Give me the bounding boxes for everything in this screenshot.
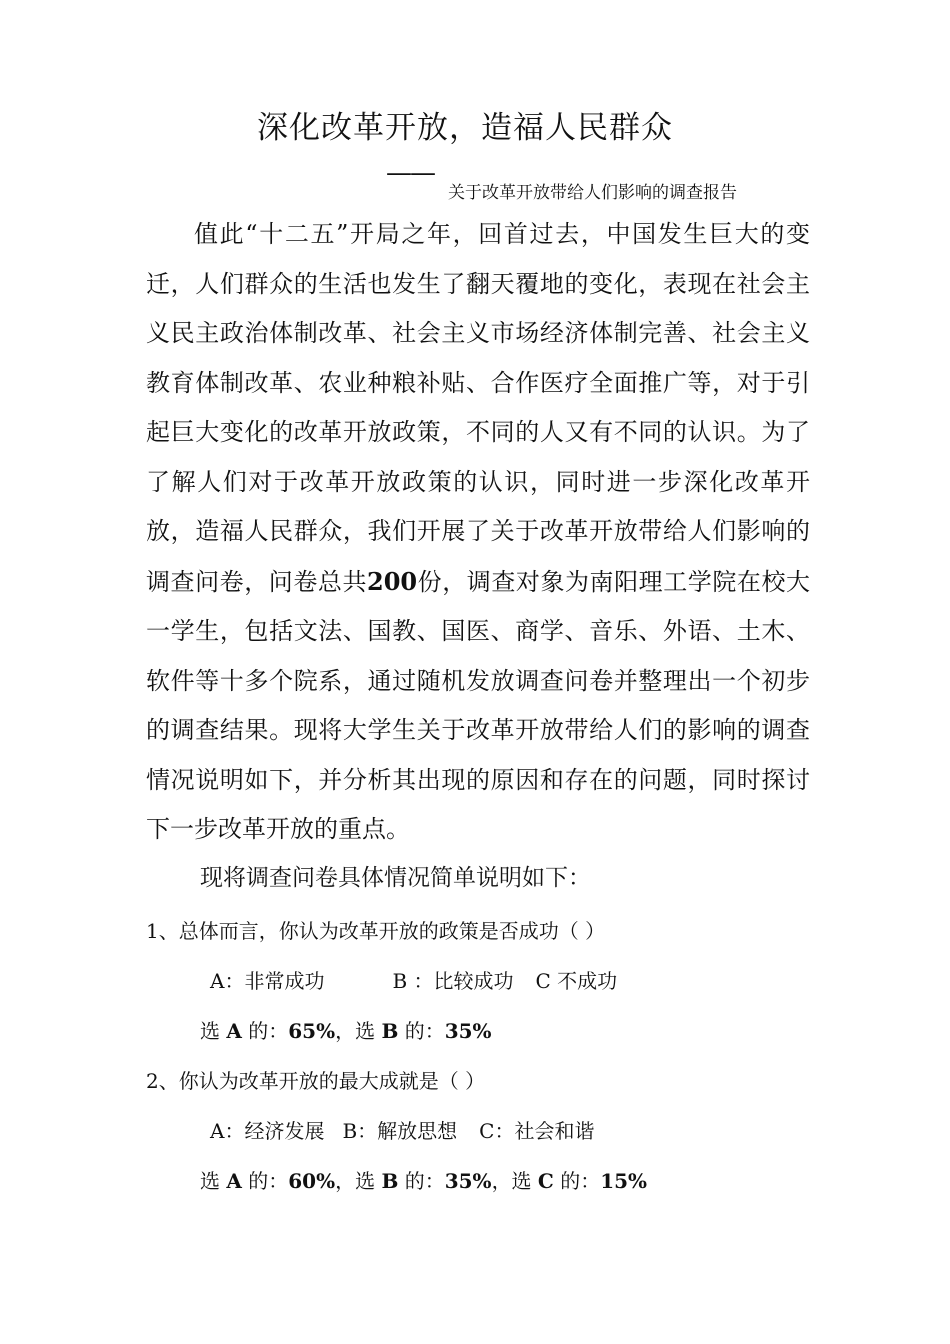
result-letter: B bbox=[381, 1019, 399, 1043]
option-a: A：经济发展 bbox=[210, 1119, 325, 1143]
document-title: 深化改革开放，造福人民群众 bbox=[257, 110, 673, 146]
question-1: 1、总体而言，你认为改革开放的政策是否成功（ ） bbox=[146, 919, 606, 943]
result-prefix: ，选 bbox=[335, 1169, 382, 1193]
result-value: 15% bbox=[600, 1169, 648, 1193]
result-letter: A bbox=[226, 1019, 242, 1043]
option-c: C：社会和谐 bbox=[479, 1119, 595, 1143]
result-prefix: 选 bbox=[200, 1019, 227, 1043]
paragraph-count: 200 bbox=[367, 566, 418, 596]
result-value: 60% bbox=[288, 1169, 336, 1193]
result-value: 35% bbox=[444, 1169, 492, 1193]
result-value: 35% bbox=[444, 1019, 492, 1043]
result-value: 65% bbox=[288, 1019, 336, 1043]
result-mid: 的： bbox=[398, 1169, 445, 1193]
result-prefix: ，选 bbox=[491, 1169, 538, 1193]
body-paragraph bbox=[146, 210, 810, 855]
option-a: A：非常成功 bbox=[210, 969, 325, 993]
option-c: C 不成功 bbox=[535, 969, 618, 993]
question-1-results bbox=[200, 1013, 492, 1049]
paragraph-text-before: 值此“十二五”开局之年，回首过去，中国发生巨大的变迁，人们群众的生活也发生了翻天覆地的变化，表现在社会主义民主政治体制改革、社会主义市场经济体制完善、社会主义教育体制改革、农业种粮补贴、合作医疗全面推广等，对于引起巨大变化的改革开放政策，不同的人又有不同的认识。为了了解人们对于改革开放政策的认识，同时进一步深化改革开放，造福人民群众，我们开展了关于改革开放带给人们影响的调查问卷，问卷总共 bbox=[146, 220, 810, 596]
subtitle-dash: —— bbox=[386, 158, 434, 188]
result-mid: 的： bbox=[553, 1169, 601, 1193]
result-prefix: 选 bbox=[200, 1169, 227, 1193]
question-2-options bbox=[210, 1113, 594, 1149]
question-1-options bbox=[210, 963, 617, 999]
result-prefix: ，选 bbox=[335, 1019, 382, 1043]
document-subtitle: 关于改革开放带给人们影响的调查报告 bbox=[448, 183, 737, 203]
option-b: B：解放思想 bbox=[342, 1119, 458, 1143]
question-2-results bbox=[200, 1163, 647, 1199]
result-letter: C bbox=[537, 1169, 554, 1193]
result-letter: B bbox=[381, 1169, 399, 1193]
paragraph-text-after: 份，调查对象为南阳理工学院在校大一学生，包括文法、国教、国医、商学、音乐、外语、土木、软件等十多个院系，通过随机发放调查问卷并整理出一个初步的调查结果。现将大学生关于改革开放带给人们的影响的调查情况说明如下，并分析其出现的原因和存在的问题，同时探讨下一步改革开放的重点。 bbox=[146, 567, 810, 843]
result-letter: A bbox=[226, 1169, 242, 1193]
result-mid: 的： bbox=[398, 1019, 445, 1043]
result-mid: 的： bbox=[241, 1019, 289, 1043]
question-2: 2、你认为改革开放的最大成就是（ ） bbox=[146, 1069, 486, 1093]
survey-intro: 现将调查问卷具体情况简单说明如下： bbox=[200, 865, 591, 891]
option-b: B ：比较成功 bbox=[392, 969, 514, 993]
result-mid: 的： bbox=[241, 1169, 289, 1193]
